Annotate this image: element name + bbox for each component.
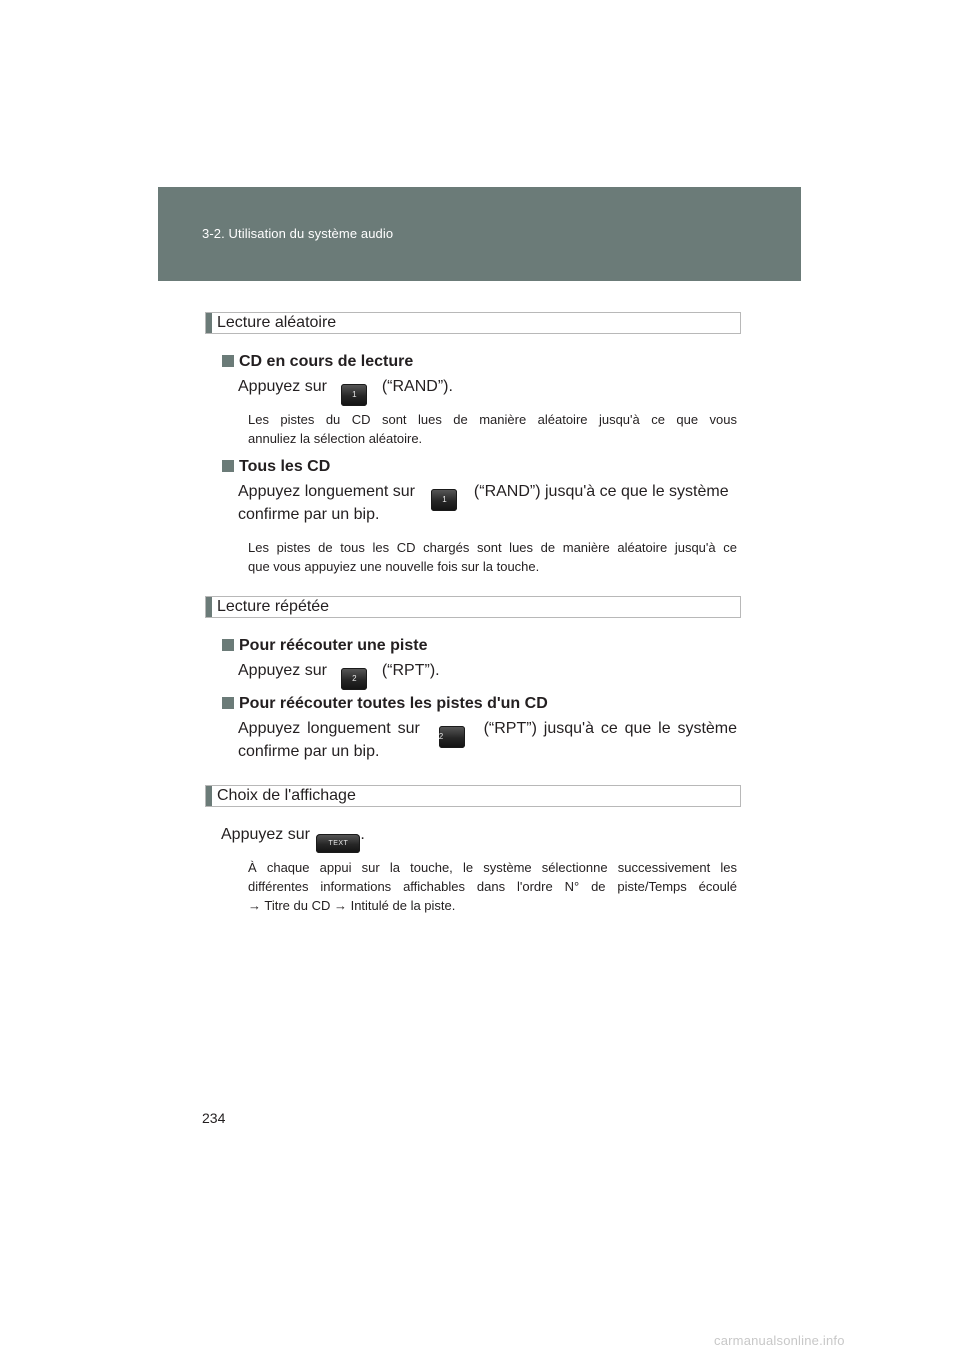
instruction-display: Appuyez sur TEXT. [221,826,365,853]
section-header-random [205,312,741,334]
note-random-all: Les pistes de tous les CD chargés sont lues de manière aléatoire jusqu'à ce que vous appuyiez une nouvelle fois sur la touche. [248,540,737,574]
section-accent [206,786,212,806]
section-title: Choix de l'affichage [217,787,356,804]
instruction-repeat-all-line2: confirme par un bip. [238,743,380,760]
bullet-square-icon [222,460,234,472]
preset-button-2-icon: 2 [341,668,367,690]
chapter-header-band [158,187,801,281]
subheading-repeat-all: Pour réécouter toutes les pistes d'un CD [222,695,548,713]
bullet-square-icon [222,639,234,651]
preset-button-2-icon: 2 [439,726,465,748]
section-accent [206,597,212,617]
section-header-repeat [205,596,741,618]
section-header-display [205,785,741,807]
bullet-square-icon [222,697,234,709]
instruction-repeat-track: Appuyez sur 2 (“RPT”). [238,662,440,690]
preset-button-1-icon: 1 [431,489,457,511]
page-number: 234 [202,1110,226,1126]
section-title: Lecture aléatoire [217,314,337,331]
subheading-repeat-track: Pour réécouter une piste [222,637,428,655]
instruction-random-all-line2: confirme par un bip. [238,506,380,523]
subheading-current-cd: CD en cours de lecture [222,353,413,371]
text-button-icon: TEXT [316,834,360,853]
note-random-current: Les pistes du CD sont lues de manière aléatoire jusqu'à ce que vous annuliez la sélection aléatoire. [248,412,737,446]
breadcrumb: 3-2. Utilisation du système audio [202,226,394,241]
watermark: carmanualsonline.info [714,1333,845,1348]
note-display: À chaque appui sur la touche, le système sélectionne successivement les différentes informations affichables dans l'ordre N° de piste/Temps écoulé → Titre du CD → Intitulé de la piste. [248,860,737,913]
section-title: Lecture répétée [217,598,330,615]
subheading-all-cds: Tous les CD [222,458,330,476]
instruction-random-all: Appuyez longuement sur 1 (“RAND”) jusqu'à ce que le système [238,483,737,511]
instruction-random-current: Appuyez sur 1 (“RAND”). [238,378,453,406]
preset-button-1-icon: 1 [341,384,367,406]
instruction-repeat-all: Appuyez longuement sur 2 (“RPT”) jusqu'à ce que le système [238,720,737,748]
section-accent [206,313,212,333]
bullet-square-icon [222,355,234,367]
